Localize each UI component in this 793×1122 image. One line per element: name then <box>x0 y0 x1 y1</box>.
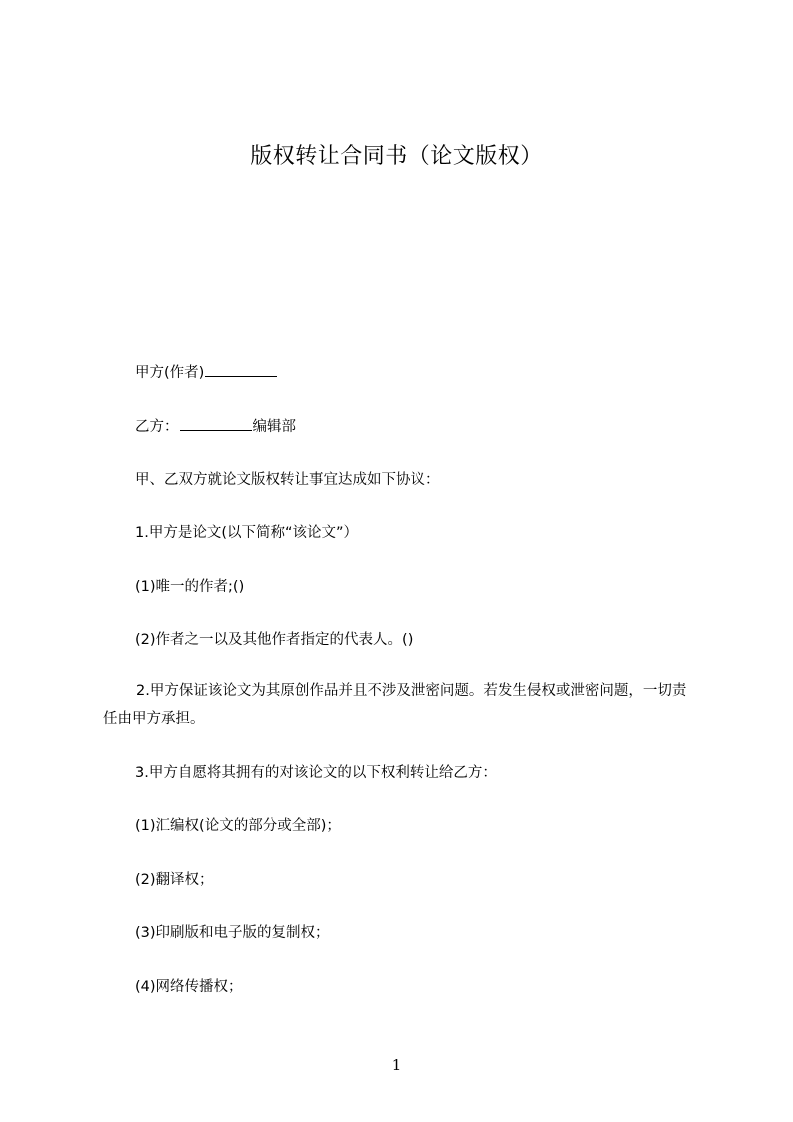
page-number: 1 <box>391 1056 402 1074</box>
party-a-blank <box>205 362 277 377</box>
page-title: 版权转让合同书（论文版权） <box>250 144 543 169</box>
party-b-line <box>135 416 296 437</box>
party-a-line <box>135 362 278 383</box>
party-a-label: 甲方(作者) <box>135 365 205 381</box>
clause-1: 1.甲方是论文(以下简称“该论文”） <box>135 525 359 541</box>
clause-2: 2.甲方保证该论文为其原创作品并且不涉及泄密问题。若发生侵权或泄密问题，一切责任由甲方承担。 <box>103 683 687 727</box>
party-b-blank <box>180 416 252 431</box>
clause-3-item-4: (4)网络传播权； <box>135 979 243 995</box>
party-b-prefix: 乙方： <box>135 419 179 435</box>
intro-paragraph: 甲、乙双方就论文版权转让事宜达成如下协议： <box>135 472 440 488</box>
clause-3-item-2: (2)翻译权； <box>135 872 214 888</box>
clause-3-item-1: (1)汇编权(论文的部分或全部)； <box>135 818 341 834</box>
clause-1-option-1: (1)唯一的作者;() <box>135 579 245 595</box>
clause-3: 3.甲方自愿将其拥有的对该论文的以下权利转让给乙方： <box>135 765 497 781</box>
clause-3-item-3: (3)印刷版和电子版的复制权； <box>135 925 330 941</box>
clause-1-option-2: (2)作者之一以及其他作者指定的代表人。() <box>135 632 414 648</box>
party-b-suffix: 编辑部 <box>252 419 296 435</box>
